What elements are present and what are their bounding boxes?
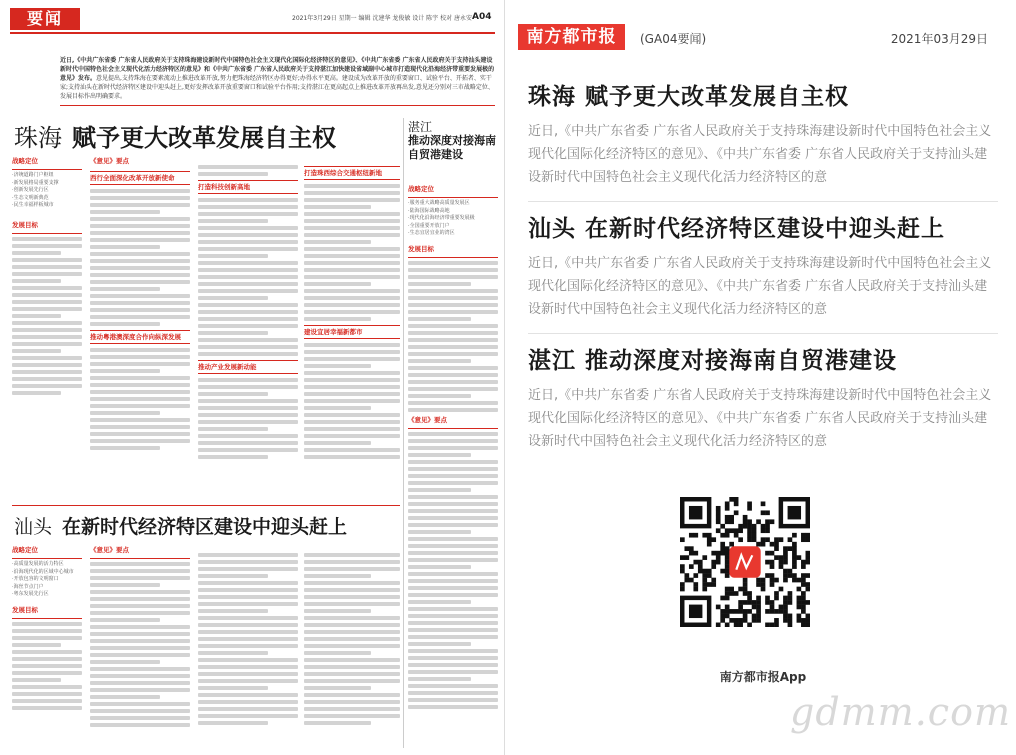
zhuhai-position-label: 战略定位: [12, 157, 38, 165]
zhuhai-position-4: ·生态文明新典范: [12, 194, 49, 201]
app-qr-code[interactable]: [680, 497, 810, 627]
article-summary: 近日,《中共广东省委 广东省人民政府关于支持珠海建设新时代中国特色社会主义现代化国际化经济特区的意见》、《中共广东省委 广东省人民政府关于支持汕头建设新时代中国特色社会主义现代化活力经济特区的意: [528, 124, 992, 185]
zhanjiang-position-label: 战略定位: [408, 185, 434, 193]
qr-code-icon: [680, 497, 810, 627]
panel-header: [510, 22, 1016, 52]
article-summary: 近日,《中共广东省委 广东省人民政府关于支持珠海建设新时代中国特色社会主义现代化国际化经济特区的意见》、《中共广东省委 广东省人民政府关于支持汕头建设新时代中国特色社会主义现代化活力经济特区的意: [528, 388, 992, 449]
zhanjiang-position-1: ·服务重大战略高质量发展区: [408, 200, 470, 206]
zhuhai-sub-6: 推动产业发展新动能: [198, 360, 298, 374]
shantou-points-label: 《意见》要点: [90, 546, 129, 554]
zhuhai-position-5: ·民生幸福样板城市: [12, 202, 54, 208]
divider: [12, 618, 82, 619]
newspaper-page-image[interactable]: [0, 0, 505, 755]
shantou-column-2: [90, 545, 190, 750]
article-title[interactable]: 汕头 在新时代经济特区建设中迎头赶上: [528, 216, 946, 242]
zhuhai-sub-3: 打造珠西综合交通枢纽新地: [304, 166, 400, 180]
shantou-position-label: 战略定位: [12, 546, 38, 554]
zhuhai-column-2: [90, 156, 190, 501]
article-divider: [528, 201, 998, 202]
zhanjiang-position-3: ·现代化沿海经济带重要发展极: [408, 215, 475, 221]
header-rule: [10, 32, 495, 34]
shantou-position-4: ·海丝节点门户: [12, 583, 44, 590]
divider: [90, 558, 190, 559]
article-item[interactable]: [528, 346, 998, 453]
zhanjiang-points-label: 《意见》要点: [408, 415, 447, 424]
zhuhai-sub-2: 打造科技创新高地: [198, 180, 298, 194]
newspaper-header: [0, 8, 505, 30]
zhuhai-sub-1: 西行全面深化改革开放新使命: [90, 171, 190, 185]
page-code: A04: [472, 12, 492, 22]
divider: [12, 169, 82, 170]
zhuhai-goal-label: 发展目标: [12, 220, 38, 229]
shantou-position-1: ·高质量发展的活力特区: [12, 561, 64, 567]
divider: [408, 257, 498, 258]
zhanjiang-column: [408, 184, 498, 744]
shantou-position-3: ·开放包容的文明窗口: [12, 576, 59, 582]
zhuhai-position-3: ·创新发展先行区: [12, 187, 49, 193]
story-divider: [12, 505, 400, 506]
zhanjiang-goal-label: 发展目标: [408, 244, 434, 253]
divider: [408, 197, 498, 198]
zhanjiang-position-4: ·全国重要开放门户: [408, 222, 450, 229]
newspaper-logo[interactable]: 南方都市报: [518, 24, 625, 50]
zhuhai-position-2: ·新发展格局重要支撑: [12, 179, 59, 186]
edition-label: (GA04要闻): [640, 32, 707, 46]
lead-intro: 近日,《中共广东省委 广东省人民政府关于支持珠海建设新时代中国特色社会主义现代化国际化经济特区的意见》、《中共广东省委 广东省人民政府关于支持汕头建设新时代中国特色社会主义现代化活力经济特区的意见》和《中共广东省委 广东省人民政府关于支持湛江加快建设省域副中心城市打造现代化沿海经济带重要发展极的意见》发布。: [60, 57, 495, 82]
section-badge: 要闻: [10, 8, 80, 30]
zhuhai-points-label: 《意见》要点: [90, 157, 129, 165]
zhuhai-title: 赋予更大改革发展自主权: [72, 124, 336, 152]
zhuhai-position-1: ·济统道路门户枢纽: [12, 172, 54, 178]
lead-body: 意见提出,支持珠海在要素流动上推进改革开放,努力把珠海经济特区办得更好;办得水平更高。建设成为改革开放的重要窗口、试验平台、开拓者、实干家;支持汕头在新时代经济特区建设中迎头赶上,更好发挥改革开放重要窗口和试验平台作用;支持湛江在更高起点上推进改革开放再出发,意见还分别对三市战略定位、发展目标作出明确要求。: [60, 75, 494, 100]
zhanjiang-headline: [408, 120, 503, 162]
zhuhai-column-4: [304, 162, 400, 501]
zhanjiang-title: 推动深度对接海南自贸港建设: [408, 134, 496, 161]
qr-caption: 南方都市报App: [719, 670, 807, 684]
shantou-column-3: [198, 550, 298, 750]
zhuhai-headline: [14, 118, 336, 153]
article-title[interactable]: 珠海 赋予更大改革发展自主权: [528, 84, 850, 110]
lead-paragraph: [60, 56, 495, 106]
shantou-headline: [14, 512, 347, 539]
shantou-position-5: ·粤东发展先行区: [12, 591, 49, 597]
watermark: gdmm.com: [790, 690, 1011, 734]
shantou-column-4: [304, 550, 400, 750]
zhuhai-place: 珠海: [14, 124, 62, 152]
shantou-position-2: ·沿海现代化的区域中心城市: [12, 568, 74, 575]
article-item[interactable]: [528, 82, 998, 189]
divider: [408, 428, 498, 429]
zhuhai-column-3: [198, 162, 298, 501]
article-summary: 近日,《中共广东省委 广东省人民政府关于支持珠海建设新时代中国特色社会主义现代化国际化经济特区的意见》、《中共广东省委 广东省人民政府关于支持汕头建设新时代中国特色社会主义现代化活力经济特区的意: [528, 256, 992, 317]
header-meta: 2021年3月29日 星期一 编辑 沈建华 龙俊敏 设计 陈宇 校对 唐永安: [292, 15, 472, 22]
shantou-sidebar: [12, 545, 82, 750]
zhanjiang-position-5: ·生态宜居宜业的湾区: [408, 230, 455, 236]
shantou-title: 在新时代经济特区建设中迎头赶上: [62, 516, 348, 538]
issue-date: 2021年03月29日: [890, 32, 988, 46]
column-divider: [403, 118, 404, 748]
article-divider: [528, 333, 998, 334]
shantou-goal-label: 发展目标: [12, 605, 38, 614]
zhanjiang-position-2: ·陆海国际战略高地: [408, 207, 450, 214]
zhuhai-sidebar: [12, 156, 82, 501]
divider: [12, 558, 82, 559]
zhuhai-sub-5: 推动粤港澳深度合作向纵深发展: [90, 330, 190, 344]
article-title[interactable]: 湛江 推动深度对接海南自贸港建设: [528, 348, 898, 374]
zhuhai-sub-4: 建设宜居幸福新都市: [304, 325, 400, 339]
zhanjiang-place: 湛江: [408, 120, 433, 134]
article-panel: [510, 0, 1016, 755]
article-item[interactable]: [528, 214, 998, 321]
shantou-place: 汕头: [14, 516, 53, 538]
divider: [12, 233, 82, 234]
